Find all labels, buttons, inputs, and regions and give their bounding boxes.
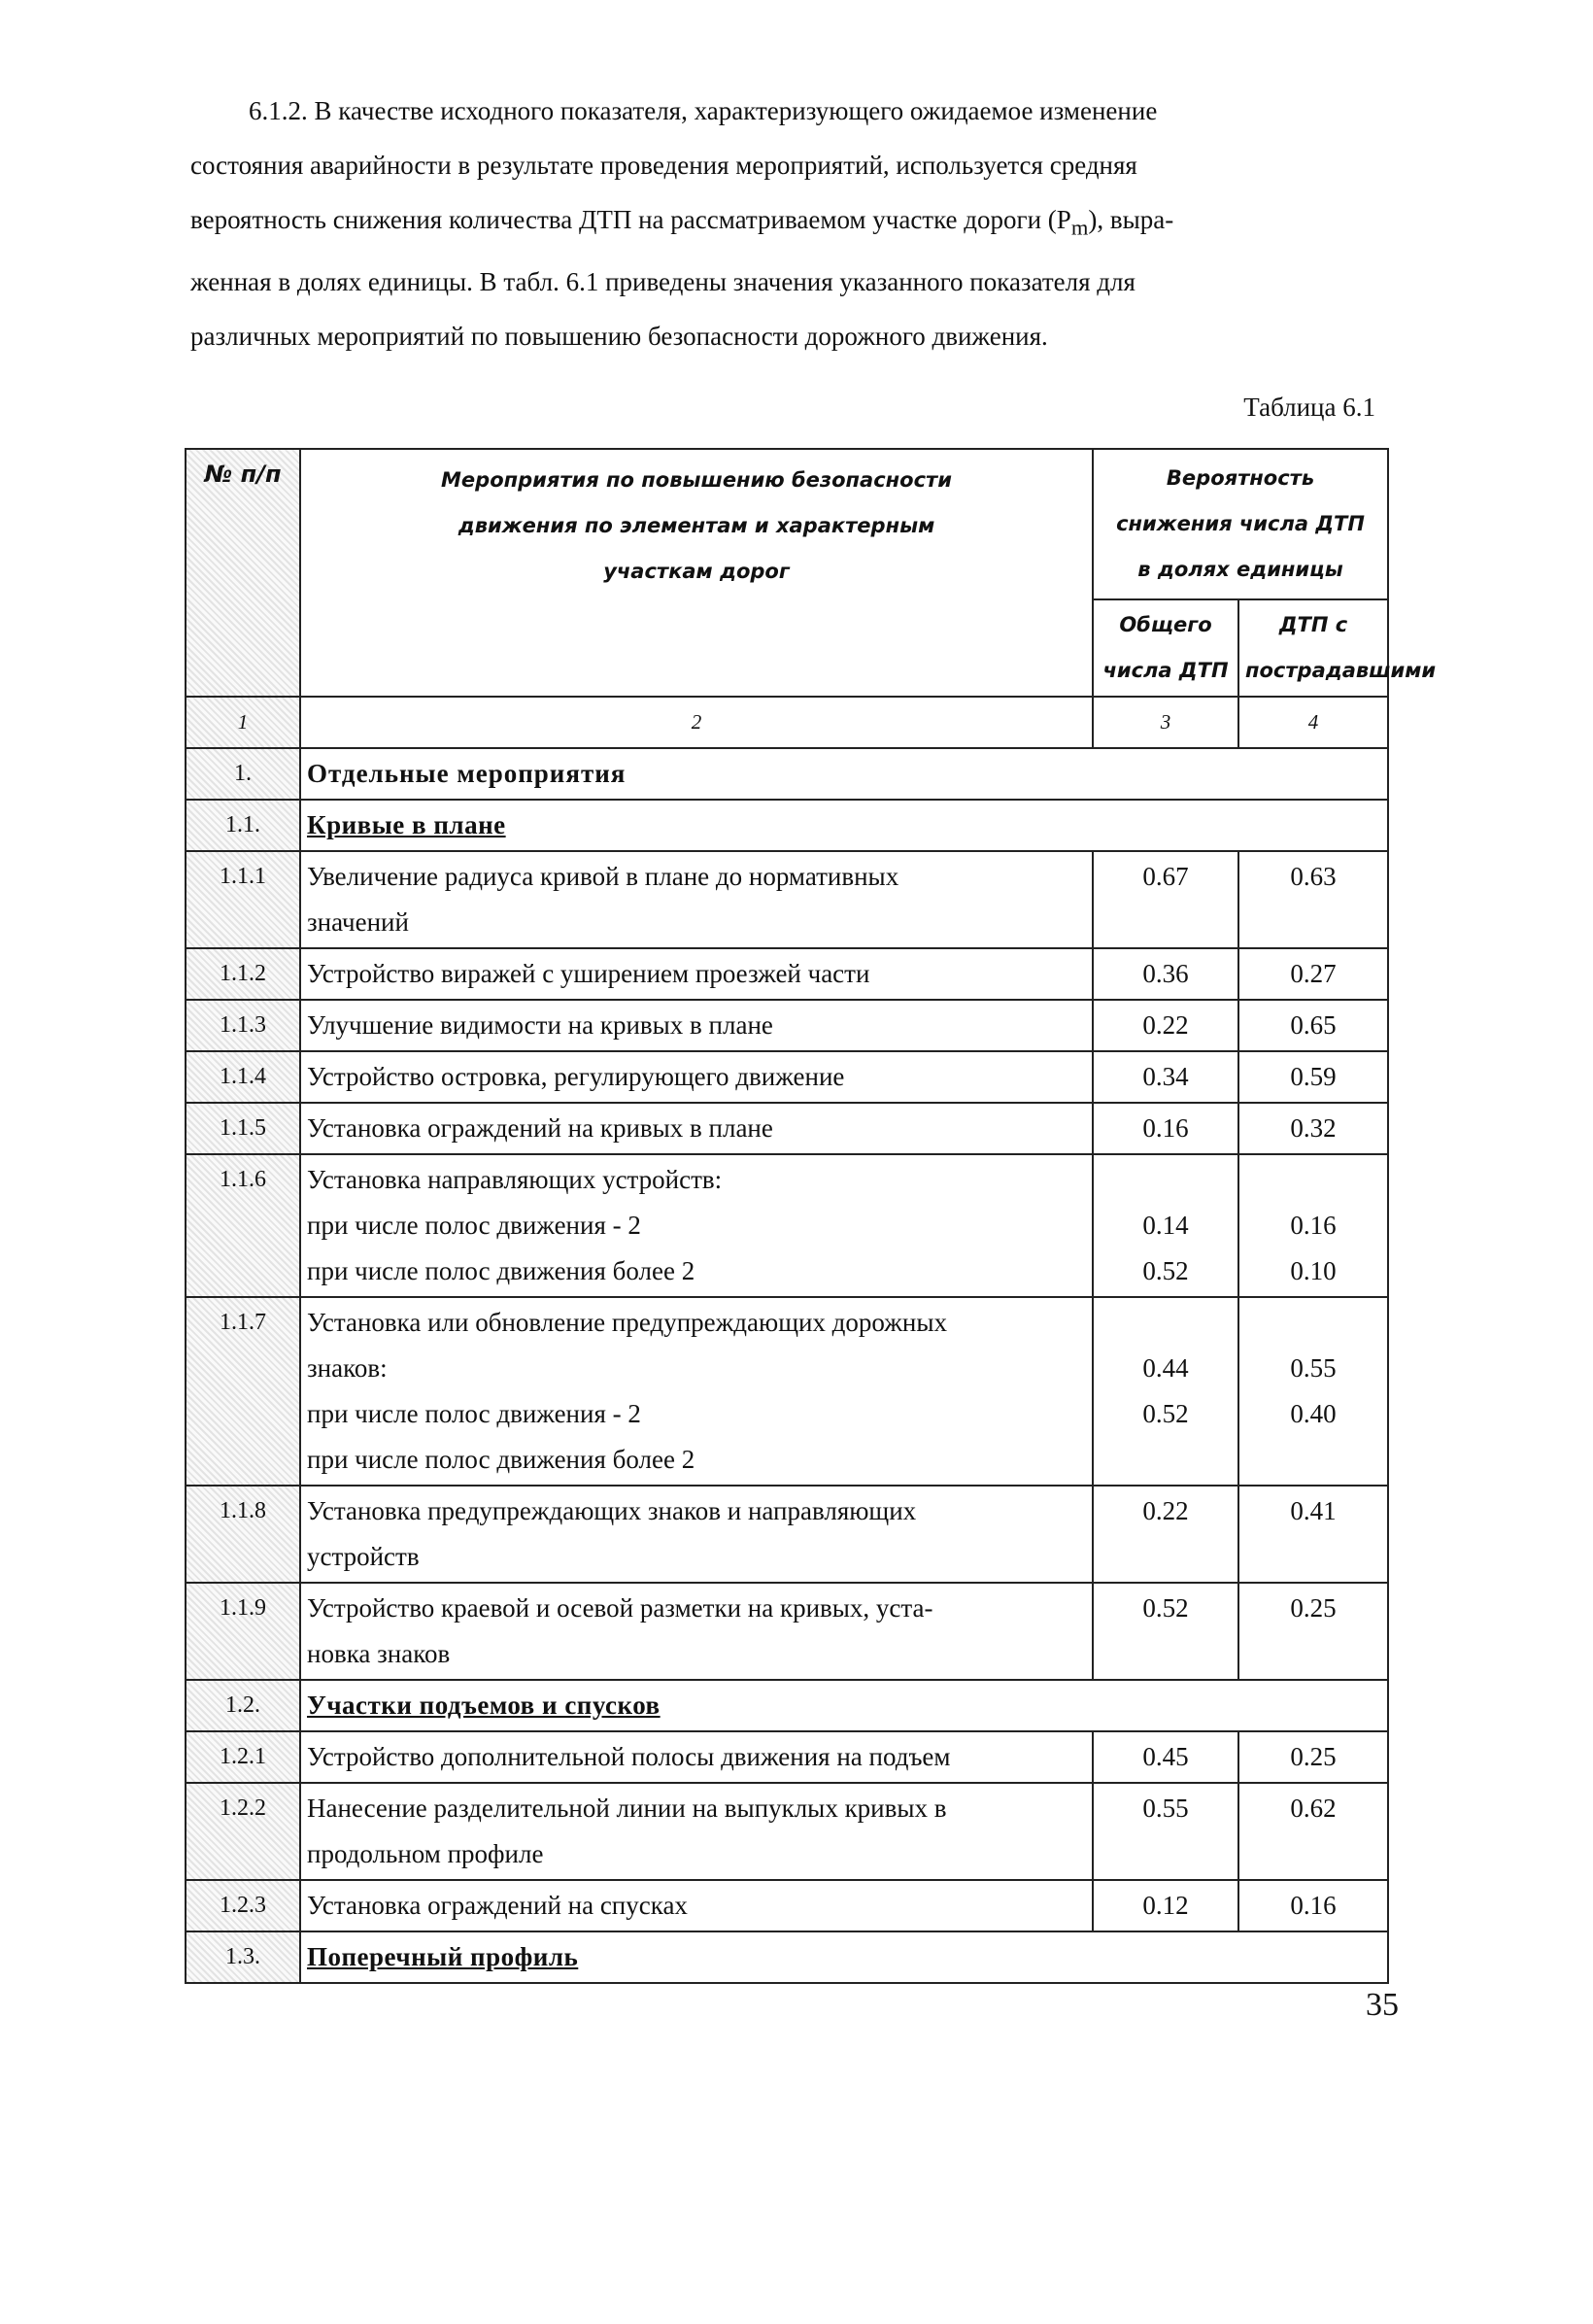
measure-line: Устройство виражей с уширением проезжей части	[307, 959, 870, 988]
measure-text	[300, 1583, 1093, 1680]
measure-line: Увеличение радиуса кривой в плане до нормативных	[307, 862, 899, 891]
value: 0.22	[1142, 1010, 1189, 1040]
row-number: 1.3.	[186, 1931, 300, 1983]
measure-line: знаков:	[307, 1353, 388, 1383]
value: 0.41	[1290, 1496, 1337, 1525]
table-caption: Таблица 6.1	[1243, 393, 1375, 422]
paragraph-line: различных мероприятий по повышению безопасности дорожного движения.	[190, 322, 1048, 352]
table-row	[186, 1103, 1388, 1154]
value	[1100, 1437, 1232, 1483]
measure-line: при числе полос движения - 2	[307, 1211, 641, 1240]
value: 0.34	[1142, 1062, 1189, 1091]
table-row	[186, 948, 1388, 1000]
value: 0.52	[1142, 1593, 1189, 1623]
value: 0.65	[1290, 1010, 1337, 1040]
measure-line: значений	[307, 907, 409, 937]
paragraph-line: состояния аварийности в результате проведения мероприятий, используется средняя	[190, 151, 1137, 180]
colnum-2: 2	[300, 697, 1093, 748]
value: 0.63	[1290, 862, 1337, 891]
row-number: 1.1.6	[186, 1154, 300, 1297]
table-row	[186, 1680, 1388, 1731]
colnum-1: 1	[186, 697, 300, 748]
value-total	[1093, 1880, 1238, 1931]
header-num: № п/п	[186, 449, 300, 697]
value: 0.45	[1142, 1742, 1189, 1771]
measure-line: при числе полос движения более 2	[307, 1256, 695, 1285]
value	[1100, 1300, 1232, 1346]
value: 0.25	[1290, 1742, 1337, 1771]
measure-line: продольном профиле	[307, 1839, 544, 1868]
header-injured: ДТП с пострадавшими	[1238, 599, 1388, 697]
value-total	[1093, 1583, 1238, 1680]
measure-line: новка знаков	[307, 1639, 451, 1668]
value-total	[1093, 1154, 1238, 1297]
measure-line: Устройство островка, регулирующего движение	[307, 1062, 845, 1091]
measure-line: Установка предупреждающих знаков и направляющих	[307, 1496, 917, 1525]
value: 0.16	[1290, 1891, 1337, 1920]
header-total: Общего числа ДТП	[1093, 599, 1238, 697]
page-number: 35	[1366, 1987, 1399, 2023]
value: 0.40	[1290, 1399, 1337, 1428]
value: 0.67	[1142, 862, 1189, 891]
row-number: 1.1.8	[186, 1486, 300, 1583]
measure-text	[300, 1731, 1093, 1783]
value: 0.27	[1290, 959, 1337, 988]
value-total	[1093, 1103, 1238, 1154]
measure-text	[300, 1051, 1093, 1103]
row-number: 1.2.2	[186, 1783, 300, 1880]
measure-text	[300, 1880, 1093, 1931]
row-number: 1.2.1	[186, 1731, 300, 1783]
row-number: 1.1.5	[186, 1103, 300, 1154]
value-injured	[1238, 1583, 1388, 1680]
value-injured	[1238, 1880, 1388, 1931]
measure-text	[300, 1103, 1093, 1154]
value: 0.12	[1142, 1891, 1189, 1920]
measure-text	[300, 1297, 1093, 1486]
measure-line: устройств	[307, 1542, 420, 1571]
paragraph-line-text: ), выра-	[1088, 205, 1174, 234]
row-number: 1.1.9	[186, 1583, 300, 1680]
value-injured	[1238, 948, 1388, 1000]
value	[1245, 1437, 1381, 1483]
value-injured	[1238, 1297, 1388, 1486]
table-row	[186, 1783, 1388, 1880]
value-injured	[1238, 1103, 1388, 1154]
row-number: 1.1.7	[186, 1297, 300, 1486]
value-injured	[1238, 1486, 1388, 1583]
section-title: Отдельные мероприятия	[300, 748, 1388, 800]
value: 0.62	[1290, 1794, 1337, 1823]
subsection-title: Поперечный профиль	[300, 1931, 1388, 1983]
intro-paragraph	[190, 84, 1379, 363]
subscript: m	[1070, 215, 1089, 240]
row-number: 1.2.	[186, 1680, 300, 1731]
row-number: 1.1.2	[186, 948, 300, 1000]
value-total	[1093, 1783, 1238, 1880]
measure-text	[300, 1154, 1093, 1297]
measure-line: при числе полос движения более 2	[307, 1445, 695, 1474]
paragraph-line	[190, 192, 1379, 255]
value: 0.10	[1290, 1256, 1337, 1285]
paragraph-line: 6.1.2. В качестве исходного показателя, характеризующего ожидаемое изменение	[249, 96, 1158, 125]
value: 0.22	[1142, 1496, 1189, 1525]
header-probability: Вероятность снижения числа ДТП в долях единицы	[1093, 449, 1388, 599]
table-row	[186, 851, 1388, 948]
table-row	[186, 1297, 1388, 1486]
measure-text	[300, 851, 1093, 948]
table-row	[186, 1880, 1388, 1931]
value-total	[1093, 948, 1238, 1000]
measure-line: Установка или обновление предупреждающих дорожных	[307, 1308, 947, 1337]
row-number: 1.1.4	[186, 1051, 300, 1103]
value: 0.32	[1290, 1113, 1337, 1143]
table-row	[186, 748, 1388, 800]
value-injured	[1238, 1154, 1388, 1297]
row-number: 1.1.3	[186, 1000, 300, 1051]
measure-line: при числе полос движения - 2	[307, 1399, 641, 1428]
table-row	[186, 800, 1388, 851]
measure-text	[300, 1000, 1093, 1051]
subsection-title: Участки подъемов и спусков	[300, 1680, 1388, 1731]
table-row	[186, 1731, 1388, 1783]
paragraph-line-text: вероятность снижения количества ДТП на рассматриваемом участке дороги (P	[190, 205, 1071, 234]
row-number: 1.1.1	[186, 851, 300, 948]
value-injured	[1238, 1783, 1388, 1880]
subsection-title: Кривые в плане	[300, 800, 1388, 851]
table-row	[186, 1051, 1388, 1103]
measure-text	[300, 1486, 1093, 1583]
table-row	[186, 1583, 1388, 1680]
value-total	[1093, 1051, 1238, 1103]
value: 0.52	[1142, 1399, 1189, 1428]
row-number: 1.	[186, 748, 300, 800]
value-total	[1093, 1486, 1238, 1583]
colnum-3: 3	[1093, 697, 1238, 748]
value: 0.55	[1290, 1353, 1337, 1383]
value: 0.16	[1142, 1113, 1189, 1143]
measure-line: Установка направляющих устройств:	[307, 1165, 723, 1194]
value-total	[1093, 1731, 1238, 1783]
value	[1100, 1157, 1232, 1203]
value-injured	[1238, 851, 1388, 948]
measure-line: Установка ограждений на кривых в плане	[307, 1113, 773, 1143]
measure-line: Нанесение разделительной линии на выпуклых кривых в	[307, 1794, 947, 1823]
header-measures: Мероприятия по повышению безопасности движения по элементам и характерным участкам дорог	[300, 449, 1093, 697]
value	[1245, 1157, 1381, 1203]
value: 0.25	[1290, 1593, 1337, 1623]
measure-text	[300, 1783, 1093, 1880]
value	[1245, 1300, 1381, 1346]
measure-line: Улучшение видимости на кривых в плане	[307, 1010, 773, 1040]
value-injured	[1238, 1000, 1388, 1051]
measure-line: Устройство краевой и осевой разметки на кривых, уста-	[307, 1593, 933, 1623]
value: 0.59	[1290, 1062, 1337, 1091]
table-row	[186, 1486, 1388, 1583]
value-total	[1093, 1297, 1238, 1486]
value: 0.44	[1142, 1353, 1189, 1383]
row-number: 1.1.	[186, 800, 300, 851]
table-row	[186, 1154, 1388, 1297]
value: 0.36	[1142, 959, 1189, 988]
value: 0.52	[1142, 1256, 1189, 1285]
value-total	[1093, 1000, 1238, 1051]
colnum-4: 4	[1238, 697, 1388, 748]
value: 0.16	[1290, 1211, 1337, 1240]
table-row	[186, 1931, 1388, 1983]
measure-line: Установка ограждений на спусках	[307, 1891, 688, 1920]
value: 0.55	[1142, 1794, 1189, 1823]
row-number: 1.2.3	[186, 1880, 300, 1931]
paragraph-line: женная в долях единицы. В табл. 6.1 приведены значения указанного показателя для	[190, 267, 1135, 297]
table-row	[186, 1000, 1388, 1051]
value-total	[1093, 851, 1238, 948]
value-injured	[1238, 1051, 1388, 1103]
measure-line: Устройство дополнительной полосы движения на подъем	[307, 1742, 951, 1771]
value-injured	[1238, 1731, 1388, 1783]
value: 0.14	[1142, 1211, 1189, 1240]
measure-text	[300, 948, 1093, 1000]
measures-table	[185, 448, 1437, 1984]
